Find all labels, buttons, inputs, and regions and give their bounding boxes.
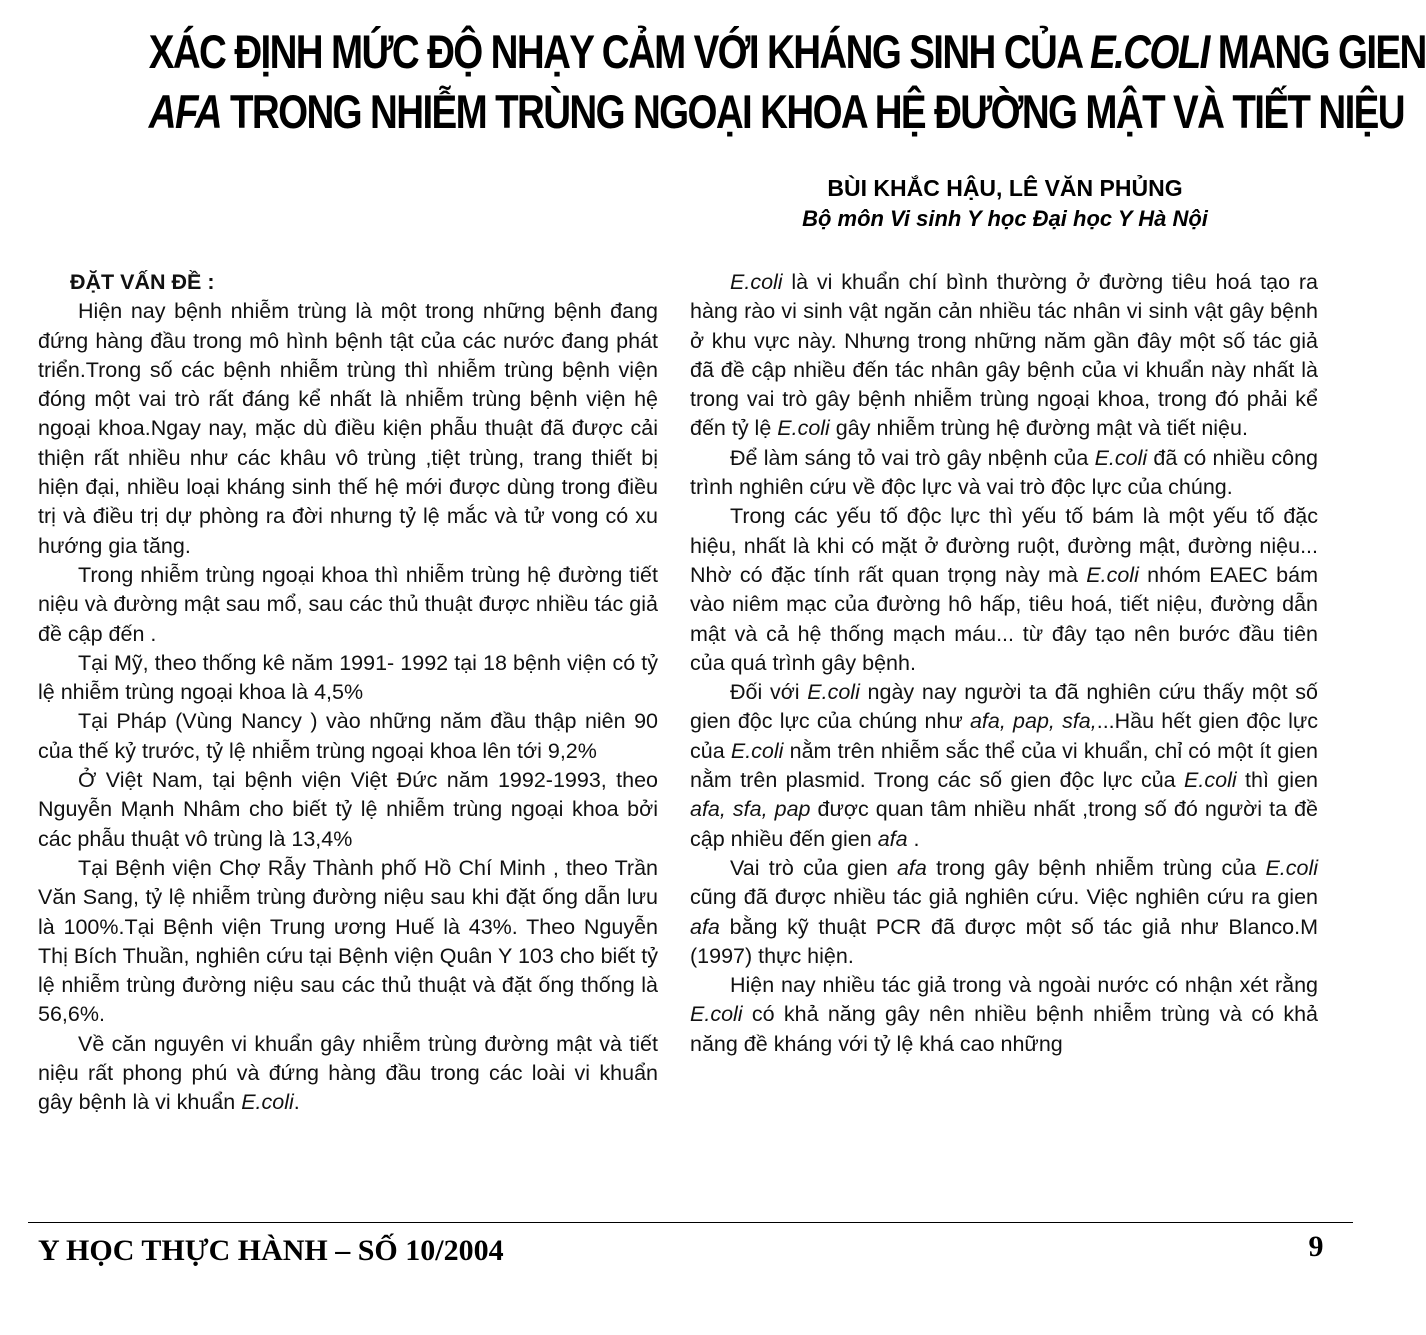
title-line-1	[148, 22, 1426, 82]
italic-term: afa, sfa, pap	[690, 797, 811, 822]
title-italic-afa: AFA	[148, 85, 221, 138]
italic-term: E.coli	[1094, 445, 1148, 470]
paragraph: Tại Bệnh viện Chợ Rẫy Thành phố Hồ Chí Minh , theo Trần Văn Sang, tỷ lệ nhiễm trùng đường niệu sau khi đặt ống dẫn lưu là 100%.Tại Bệnh viện Trung ương Huế là 43%. Theo Nguyễn Thị Bích Thuần, nghiên cứu tại Bệnh viện Quân Y 103 cho biết tỷ lệ nhiễm trùng đường niệu sau các thủ thuật và đặt ống thống là 56,6%.	[38, 855, 658, 1027]
title-line-2	[148, 82, 1404, 142]
text-run: Hiện nay nhiều tác giả trong và ngoài nước có nhận xét rằng	[730, 973, 1318, 998]
title-italic-ecoli: E.COLI	[1090, 25, 1209, 78]
article-title	[148, 22, 1426, 142]
text-run: Đối với	[730, 680, 808, 705]
text-run: có khả năng gây nên nhiều bệnh nhiễm trùng và có khả năng đề kháng với tỷ lệ khá cao những	[690, 1002, 1318, 1056]
paragraph: Tại Mỹ, theo thống kê năm 1991- 1992 tại 18 bệnh viện có tỷ lệ nhiễm trùng ngoại khoa là 4,5%	[38, 650, 658, 705]
text-run: Về căn nguyên vi khuẩn gây nhiễm trùng đường mật và tiết niệu rất phong phú và đứng hàng đầu trong các loài vi khuẩn gây bệnh là vi khuẩn	[38, 1031, 658, 1115]
paragraph	[690, 502, 1318, 678]
title-text: TRONG NHIỄM TRÙNG NGOẠI KHOA HỆ ĐƯỜNG MẬT VÀ TIẾT NIỆU	[220, 85, 1404, 138]
text-run: Vai trò của gien	[730, 855, 897, 880]
section-heading: ĐẶT VẤN ĐỀ :	[70, 270, 215, 294]
text-run: gây nhiễm trùng hệ đường mật và tiết niệu.	[829, 416, 1248, 441]
left-column	[38, 268, 658, 1118]
footer-divider	[28, 1222, 1353, 1223]
italic-term: E.coli	[241, 1090, 294, 1115]
italic-term: E.coli	[777, 416, 830, 441]
text-run: cũng đã được nhiều tác giả nghiên cứu. Việc nghiên cứu ra gien	[690, 885, 1318, 910]
page-number: 9	[1308, 1230, 1324, 1263]
text-run: ...Hầu hết gien độc lực của	[690, 709, 1319, 763]
text-run: nằm trên nhiễm sắc thể của vi khuẩn, chỉ có một ít gien nằm trên plasmid. Trong các số gien độc lực của	[690, 738, 1318, 793]
paragraph: Tại Pháp (Vùng Nancy ) vào những năm đầu thập niên 90 của thế kỷ trước, tỷ lệ nhiễm trùng ngoại khoa lên tới 9,2%	[38, 709, 658, 763]
journal-name: Y HỌC THỰC HÀNH – SỐ 10/2004	[38, 1234, 504, 1267]
paragraph: Ở Việt Nam, tại bệnh viện Việt Đức năm 1992-1993, theo Nguyễn Mạnh Nhâm cho biết tỷ lệ nhiễm trùng ngoại khoa bởi các phẫu thuật vô trùng là 13,4%	[38, 768, 658, 851]
paragraph	[690, 854, 1318, 971]
italic-term: E.coli	[690, 1002, 743, 1027]
text-run: được quan tâm nhiều nhất ,trong số đó người ta đề cập nhiều đến gien	[690, 797, 1319, 851]
text-run: đã có nhiều công trình nghiên cứu về độc lực và vai trò độc lực của chúng.	[690, 445, 1318, 500]
title-text: MANG GIEN	[1208, 25, 1426, 78]
right-column	[690, 268, 1318, 1059]
paragraph	[690, 678, 1318, 854]
paragraph	[690, 268, 1318, 444]
italic-term: afa, pap, sfa,	[969, 709, 1097, 734]
italic-term: E.coli	[807, 680, 860, 705]
author-block	[700, 173, 1310, 235]
italic-term: afa	[877, 826, 908, 851]
italic-term: E.coli	[730, 738, 784, 763]
text-run: nhóm EAEC bám vào niêm mạc của đường hô hấp, tiêu hoá, tiết niệu, đường dẫn mật và cả hệ thống mạch máu... từ đây tạo nên bước đầu tiên của quá trình gây bệnh.	[690, 562, 1318, 675]
italic-term: E.coli	[730, 270, 783, 294]
paragraph	[38, 1030, 658, 1118]
text-run: Để làm sáng tỏ vai trò gây nbệnh của	[730, 445, 1095, 470]
text-run: ngày nay người ta đã nghiên cứu thấy một số gien độc lực của chúng như	[690, 680, 1318, 734]
title-text: XÁC ĐỊNH MỨC ĐỘ NHẠY CẢM VỚI KHÁNG SINH CỦA	[148, 25, 1091, 78]
author-names: BÙI KHẮC HẬU, LÊ VĂN PHỦNG	[827, 175, 1183, 201]
text-run: .	[293, 1090, 300, 1115]
text-run: trong gây bệnh nhiễm trùng của	[926, 855, 1266, 880]
text-run: bằng kỹ thuật PCR đã được một số tác giả như Blanco.M (1997) thực hiện.	[690, 914, 1318, 968]
text-run: .	[907, 826, 920, 851]
author-affiliation: Bộ môn Vi sinh Y học Đại học Y Hà Nội	[802, 206, 1208, 231]
italic-term: E.coli	[1265, 855, 1319, 880]
paragraph: Trong nhiễm trùng ngoại khoa thì nhiễm trùng hệ đường tiết niệu và đường mật sau mổ, sau các thủ thuật được nhiều tác giả đề cập đến .	[38, 562, 658, 646]
text-run: là vi khuẩn chí bình thường ở đường tiêu hoá tạo ra hàng rào vi sinh vật ngăn cản nhiều tác nhân vi sinh vật gây bệnh ở khu vực này. Nhưng trong những năm gần đây một số tác giả đã đề cập nhiều đến tác nhân gây bệnh của vi khuẩn này nhất là trong vai trò gây bệnh nhiễm trùng ngoại khoa, trong đó phải kể đến tỷ lệ	[690, 270, 1318, 441]
italic-term: E.coli	[1184, 768, 1237, 793]
paragraph	[690, 971, 1318, 1059]
italic-term: E.coli	[1086, 562, 1139, 587]
paragraph	[690, 444, 1318, 503]
italic-term: afa	[896, 855, 927, 880]
paragraph: Hiện nay bệnh nhiễm trùng là một trong những bệnh đang đứng hàng đầu trong mô hình bệnh tật của các nước đang phát triển.Trong số các bệnh nhiễm trùng thì nhiễm trùng bệnh viện đóng một vai trò rất đáng kể nhất là nhiễm trùng bệnh viện hệ ngoại khoa.Ngay nay, mặc dù điều kiện phẫu thuật đã được cải thiện rất nhiều như các khâu vô trùng ,tiệt trùng, trang thiết bị hiện đại, nhiều loại kháng sinh thế hệ mới được dùng trong điều trị và điều trị dự phòng ra đời nhưng tỷ lệ mắc và tử vong có xu hướng gia tăng.	[38, 299, 658, 558]
text-run: Trong các yếu tố độc lực thì yếu tố bám là một yếu tố đặc hiệu, nhất là khi có mặt ở đường ruột, đường mật, đường niệu... Nhờ có đặc tính rất quan trọng này mà	[690, 504, 1318, 587]
text-run: thì gien	[1236, 768, 1318, 793]
italic-term: afa	[690, 914, 720, 939]
